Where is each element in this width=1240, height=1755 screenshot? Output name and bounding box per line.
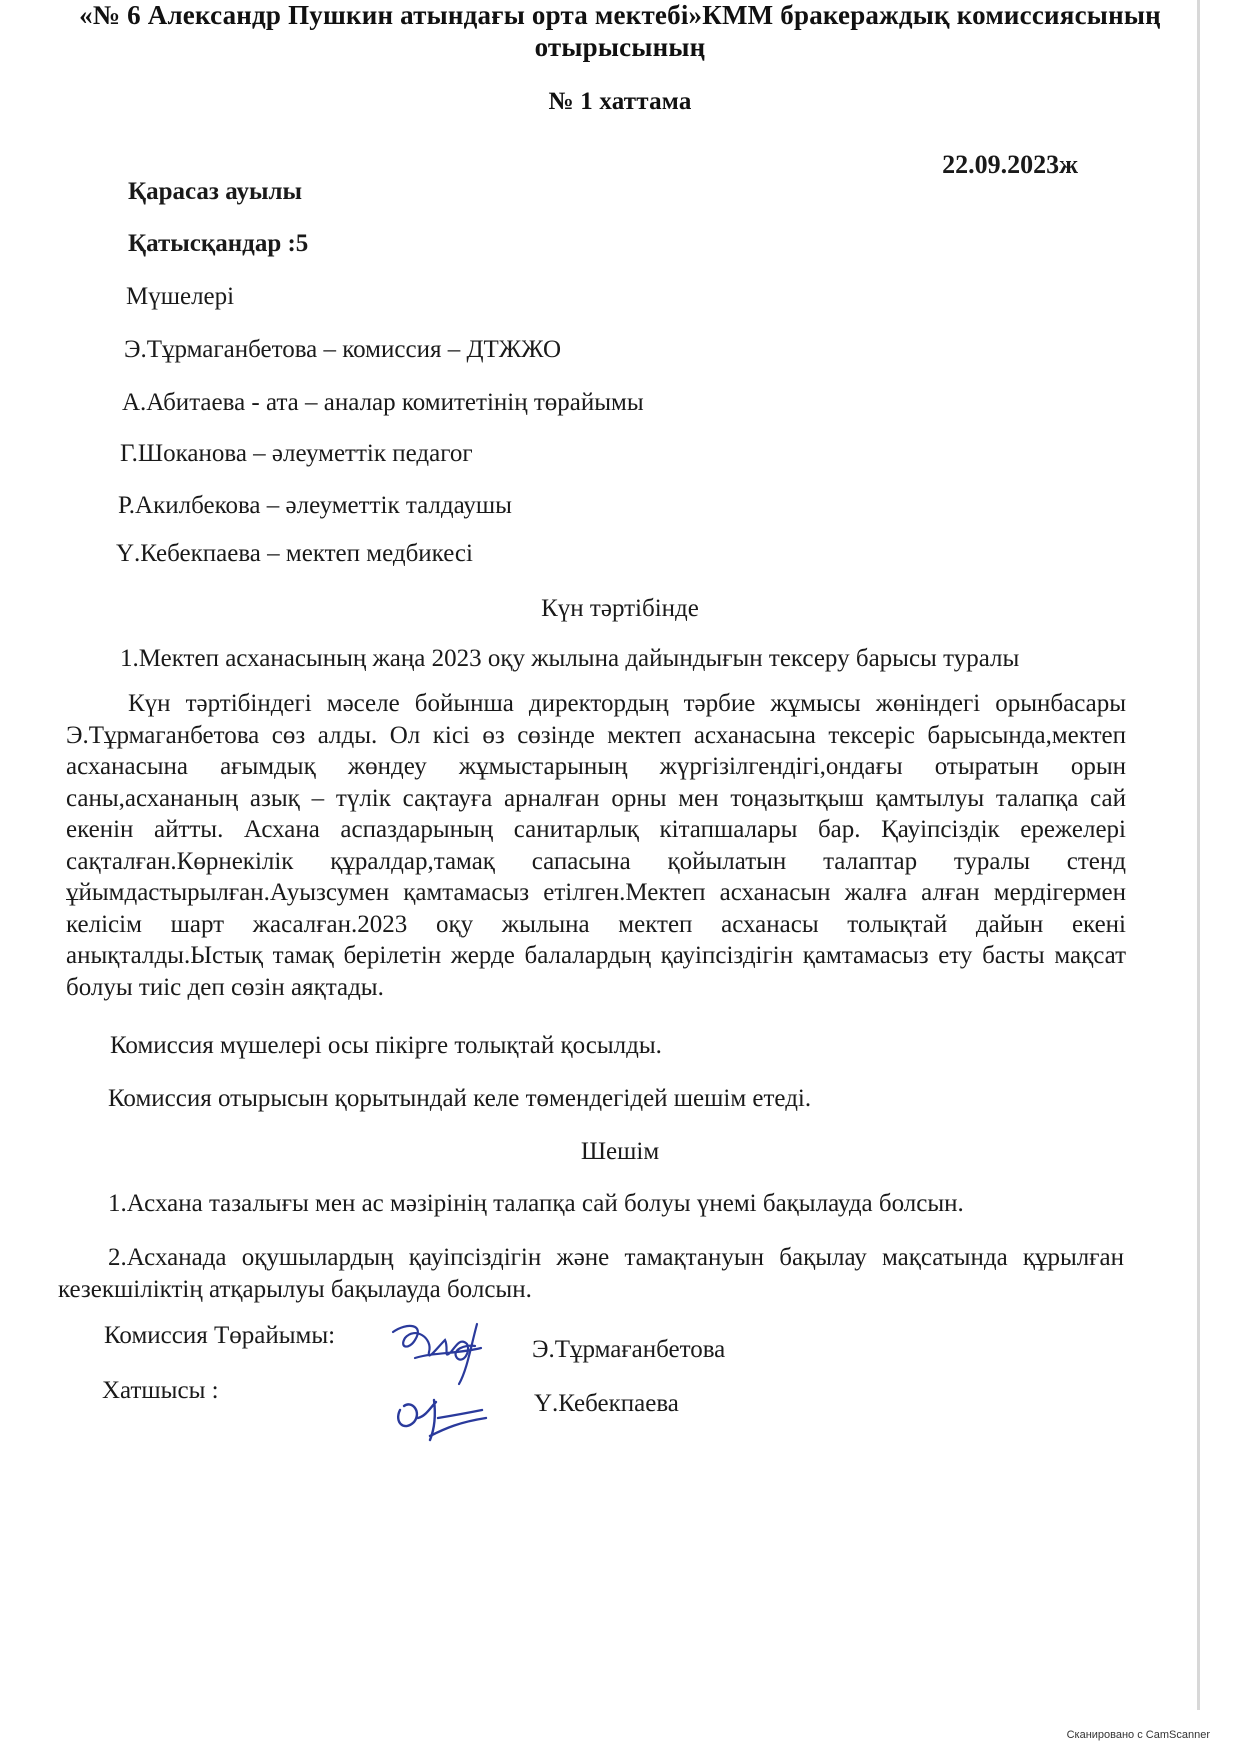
decision-heading: Шешім (580, 1138, 660, 1165)
decision-item: 1.Асхана тазалығы мен ас мәзірінің талапқа сай болуы үнемі бақылауда болсын. (108, 1190, 964, 1217)
chair-signature-icon (385, 1318, 500, 1390)
agenda-heading: Күн тәртібінде (541, 595, 699, 622)
chair-name: Э.Тұрмағанбетова (532, 1336, 726, 1363)
member-item: Ү.Кебекпаева – мектеп медбикесі (116, 540, 473, 567)
member-item: Г.Шоканова – әлеуметтік педагог (120, 440, 473, 467)
header-title-line2: отырысының (534, 32, 706, 62)
header-title-line1: «№ 6 Александр Пушкин атындағы орта мектебі»КММ бракераждық комиссиясының (79, 0, 1161, 30)
conclusion-line: Комиссия отырысын қорытындай келе төмендегідей шешім етеді. (108, 1085, 812, 1112)
member-item: Р.Акилбекова – әлеуметтік талдаушы (118, 492, 512, 519)
member-item: А.Абитаева - ата – аналар комитетінің төрайымы (122, 389, 644, 416)
document-date: 22.09.2023ж (942, 150, 1078, 179)
secretary-name: Ү.Кебекпаева (534, 1390, 679, 1417)
agreement-line: Комиссия мүшелері осы пікірге толықтай қосылды. (110, 1032, 662, 1059)
member-item: Э.Тұрмаганбетова – комиссия – ДТЖЖО (124, 336, 561, 363)
body-paragraph: Күн тәртібіндегі мәселе бойынша директордың тәрбие жұмысы жөніндегі орынбасары Э.Тұрмаганбетова сөз алды. Ол кісі өз сөзінде мектеп асханасына тексеріс барысында,мектеп асханасына ағымдық жөндеу жұмыстарының жүргізілгендігі,ондағы отыратын орын саны,асхананың азық – түлік сақтауға арналған орны мен тоңазытқыш қамтылуы талапқа сай екенін айтты. Асхана аспаздарының санитарлық кітапшалары бар. Қауіпсіздік ережелері сақталған.Көрнекілік құралдар,тамақ сапасына қойылатын талаптар туралы стенд ұйымдастырылған.Ауызсумен қамтамасыз етілген.Мектеп асханасын жалға алған мердігермен келісім шарт жасалған.2023 оқу жылына мектеп асханасы толықтай дайын екені анықталды.Ыстық тамақ берілетін жерде балалардың қауіпсіздігін қамтамасыз ету басты мақсат болуы тиіс деп сөзін аяқтады. (66, 690, 1126, 1001)
scanner-footer-note: Сканировано с CamScanner (1066, 1729, 1210, 1741)
scan-edge-divider (1197, 0, 1200, 1710)
agenda-item: 1.Мектеп асханасының жаңа 2023 оқу жылына дайындығын тексеру барысы туралы (120, 645, 1020, 672)
decision-item: 2.Асханада оқушылардың қауіпсіздігін және тамақтануын бақылау мақсатында құрылған кезекшіліктің атқарылуы бақылауда болсын. (58, 1244, 1124, 1303)
members-heading: Мүшелері (126, 283, 235, 310)
chair-label: Комиссия Төрайымы: (104, 1322, 336, 1349)
place-line: Қарасаз ауылы (128, 178, 303, 205)
protocol-number: № 1 хаттама (548, 88, 692, 115)
secretary-label: Хатшысы : (102, 1377, 219, 1404)
participants-line: Қатысқандар :5 (128, 230, 309, 257)
secretary-signature-icon (390, 1388, 500, 1444)
